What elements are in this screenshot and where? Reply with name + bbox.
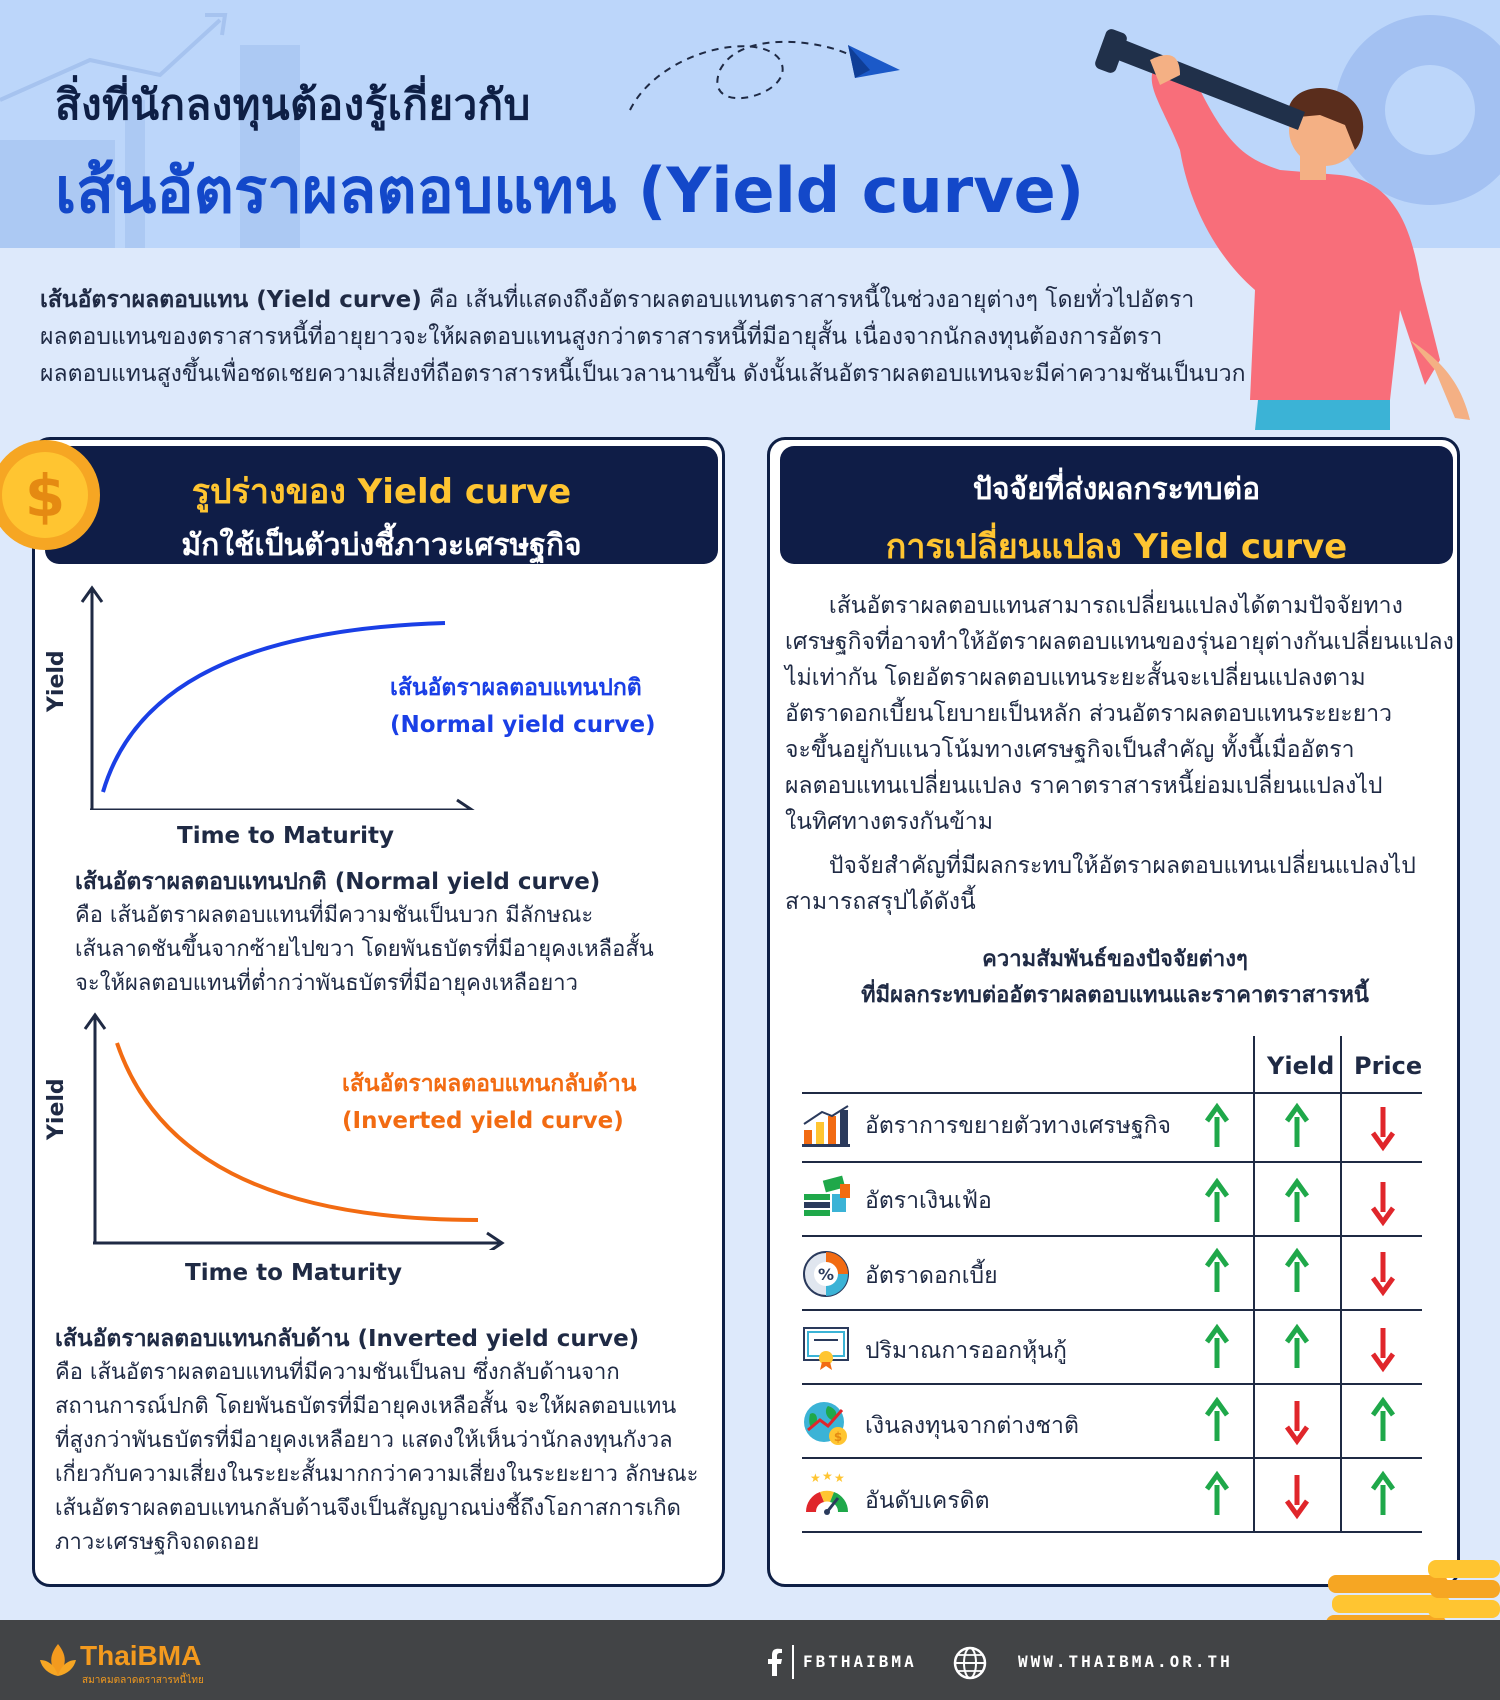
right-header-title: ปัจจัยที่ส่งผลกระทบต่อ <box>972 472 1261 507</box>
up-arrow-icon <box>1287 1182 1307 1222</box>
thaibma-logo-icon <box>36 1640 80 1680</box>
inverted-curve-label-en: (Inverted yield curve) <box>342 1108 624 1134</box>
up-arrow-icon <box>1287 1328 1307 1368</box>
factor-label: อัตราดอกเบี้ย <box>865 1263 998 1289</box>
col-header-yield: Yield <box>1267 1052 1335 1080</box>
factor-label: อันดับเครดิต <box>865 1488 990 1514</box>
svg-text:★: ★ <box>834 1471 845 1485</box>
factors-p2-line2: สามารถสรุปได้ดังนี้ <box>785 889 976 915</box>
factor-table-title-line2: ที่มีผลกระทบต่ออัตราผลตอบแทนและราคาตราสารหนี้ <box>861 983 1369 1008</box>
up-arrow-icon <box>1207 1475 1227 1515</box>
svg-text:%: % <box>817 1265 835 1284</box>
factor-table-title-line1: ความสัมพันธ์ของปัจจัยต่างๆ <box>982 947 1248 972</box>
globe-icon[interactable] <box>953 1646 987 1680</box>
svg-text:$: $ <box>24 462 66 530</box>
up-arrow-icon <box>1207 1401 1227 1441</box>
inverted-desc-line6: ภาวะเศรษฐกิจถดถอย <box>55 1530 260 1555</box>
intro-line2: ผลตอบแทนของตราสารหนี้ที่อายุยาวจะให้ผลตอบแทนสูงกว่าตราสารหนี้ที่มีอายุสั้น เนื่องจากนักลงทุนต้องการอัตรา <box>40 324 1163 350</box>
website-link[interactable]: WWW.THAIBMA.OR.TH <box>1018 1652 1233 1671</box>
svg-text:★: ★ <box>810 1471 821 1485</box>
normal-chart-xlabel: Time to Maturity <box>177 823 394 849</box>
left-header-title: รูปร่างของ Yield curve <box>191 472 572 512</box>
factors-p1-line4: อัตราดอกเบี้ยนโยบายเป็นหลัก ส่วนอัตราผลตอบแทนระยะยาว <box>785 701 1393 727</box>
factors-p1-line7: ในทิศทางตรงกันข้าม <box>785 809 993 835</box>
inverted-desc-line5: เส้นอัตราผลตอบแทนกลับด้านจึงเป็นสัญญาณบ่งชี้ถึงโอกาสการเกิด <box>55 1496 681 1521</box>
up-arrow-icon <box>1207 1107 1227 1147</box>
svg-text:★: ★ <box>822 1470 833 1483</box>
factor-label: ปริมาณการออกหุ้นกู้ <box>865 1338 1067 1364</box>
normal-curve-label-en: (Normal yield curve) <box>390 712 656 738</box>
down-arrow-icon <box>1373 1328 1393 1368</box>
facebook-handle[interactable]: FBTHAIBMA <box>803 1652 917 1671</box>
inverted-chart-xlabel: Time to Maturity <box>185 1260 402 1286</box>
col-header-price: Price <box>1354 1052 1423 1080</box>
thaibma-logo-subtitle: สมาคมตลาดตราสารหนี้ไทย <box>82 1675 204 1686</box>
down-arrow-icon <box>1373 1252 1393 1292</box>
thaibma-logo-text[interactable]: ThaiBMA <box>80 1640 202 1671</box>
inverted-desc-line2: สถานการณ์ปกติ โดยพันธบัตรที่มีอายุคงเหลือสั้น จะให้ผลตอบแทน <box>55 1394 677 1419</box>
normal-desc-line1: คือ เส้นอัตราผลตอบแทนที่มีความชันเป็นบวก มีลักษณะ <box>75 903 594 928</box>
factors-p1-line1: เส้นอัตราผลตอบแทนสามารถเปลี่ยนแปลงได้ตามปัจจัยทาง <box>785 593 1403 619</box>
factors-p1-line5: จะขึ้นอยู่กับแนวโน้มทางเศรษฐกิจเป็นสำคัญ ทั้งนี้เมื่ออัตรา <box>785 737 1355 763</box>
footer-divider <box>792 1645 794 1679</box>
left-header-subtitle: มักใช้เป็นตัวบ่งชี้ภาวะเศรษฐกิจ <box>181 528 582 563</box>
factor-label: อัตราการขยายตัวทางเศรษฐกิจ <box>865 1113 1172 1139</box>
down-arrow-icon <box>1373 1182 1393 1222</box>
down-arrow-icon <box>1373 1107 1393 1147</box>
intro-line3: ผลตอบแทนสูงขึ้นเพื่อชดเชยความเสี่ยงที่ถือตราสารหนี้เป็นเวลานานขึ้น ดังนั้นเส้นอัตราผลตอบแทนจะมีค่าความชันเป็นบวก <box>40 361 1246 387</box>
inverted-desc-line1: คือ เส้นอัตราผลตอบแทนที่มีความชันเป็นลบ ซึ่งกลับด้านจาก <box>55 1360 620 1385</box>
right-header-subtitle: การเปลี่ยนแปลง Yield curve <box>885 527 1348 567</box>
up-arrow-icon <box>1207 1252 1227 1292</box>
factors-p1-line2: เศรษฐกิจที่อาจทำให้อัตราผลตอบแทนของรุ่นอายุต่างกันเปลี่ยนแปลง <box>785 629 1454 655</box>
factor-label: เงินลงทุนจากต่างชาติ <box>865 1413 1079 1439</box>
inverted-desc-line3: ที่สูงกว่าพันธบัตรที่มีอายุคงเหลือยาว แสดงให้เห็นว่านักลงทุนกังวล <box>55 1428 673 1453</box>
down-arrow-icon <box>1287 1401 1307 1441</box>
inverted-chart-ylabel: Yield <box>44 1078 69 1140</box>
up-arrow-icon <box>1207 1328 1227 1368</box>
title-line1: สิ่งที่นักลงทุนต้องรู้เกี่ยวกับ <box>55 80 531 129</box>
normal-desc-line3: จะให้ผลตอบแทนที่ต่ำกว่าพันธบัตรที่มีอายุคงเหลือยาว <box>75 971 578 996</box>
up-arrow-icon <box>1287 1107 1307 1147</box>
inverted-desc-line4: เกี่ยวกับความเสี่ยงในระยะสั้นมากกว่าความเสี่ยงในระยะยาว ลักษณะ <box>55 1462 699 1487</box>
normal-desc-line2: เส้นลาดชันขึ้นจากซ้ายไปขวา โดยพันธบัตรที่มีอายุคงเหลือสั้น <box>75 937 654 962</box>
up-arrow-icon <box>1207 1182 1227 1222</box>
factor-label: อัตราเงินเฟ้อ <box>865 1188 992 1214</box>
factors-p1-line6: ผลตอบแทนเปลี่ยนแปลง ราคาตราสารหนี้ย่อมเปลี่ยนแปลงไป <box>785 773 1383 799</box>
title-line2: เส้นอัตราผลตอบแทน (Yield curve) <box>55 154 1085 227</box>
normal-desc-title: เส้นอัตราผลตอบแทนปกติ (Normal yield curve) <box>75 869 601 895</box>
facebook-icon[interactable] <box>765 1648 785 1678</box>
intro-lead: เส้นอัตราผลตอบแทน (Yield curve) <box>40 287 422 313</box>
normal-chart-ylabel: Yield <box>44 650 69 712</box>
svg-text:$: $ <box>833 1430 843 1444</box>
factors-p1-line3: ไม่เท่ากัน โดยอัตราผลตอบแทนระยะสั้นจะเปลี่ยนแปลงตาม <box>785 665 1366 691</box>
inverted-curve-label-th: เส้นอัตราผลตอบแทนกลับด้าน <box>342 1071 637 1097</box>
up-arrow-icon <box>1373 1401 1393 1441</box>
factors-p2-line1: ปัจจัยสำคัญที่มีผลกระทบให้อัตราผลตอบแทนเปลี่ยนแปลงไป <box>785 853 1416 879</box>
intro-line1-rest: คือ เส้นที่แสดงถึงอัตราผลตอบแทนตราสารหนี้ในช่วงอายุต่างๆ โดยทั่วไปอัตรา <box>421 287 1195 313</box>
up-arrow-icon <box>1373 1475 1393 1515</box>
down-arrow-icon <box>1287 1475 1307 1515</box>
inverted-desc-title: เส้นอัตราผลตอบแทนกลับด้าน (Inverted yield curve) <box>55 1326 640 1352</box>
footer-bar <box>0 1620 1500 1700</box>
up-arrow-icon <box>1287 1252 1307 1292</box>
normal-curve-label-th: เส้นอัตราผลตอบแทนปกติ <box>390 675 642 701</box>
